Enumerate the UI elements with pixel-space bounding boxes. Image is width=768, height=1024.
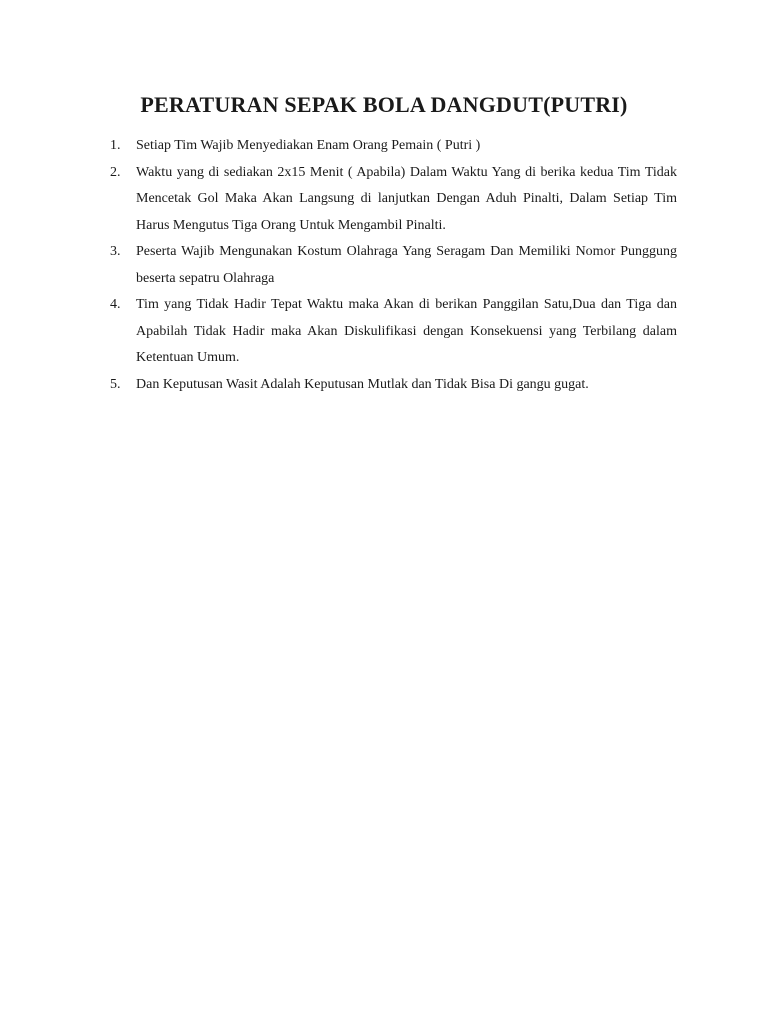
rule-text: Dan Keputusan Wasit Adalah Keputusan Mutlak dan Tidak Bisa Di gangu gugat. — [136, 376, 589, 392]
rule-number: 2. — [110, 164, 121, 180]
rule-number: 5. — [110, 376, 121, 392]
rule-item — [110, 160, 677, 240]
rule-item — [110, 292, 677, 372]
rule-text: Tim yang Tidak Hadir Tepat Waktu maka Akan di berikan Panggilan Satu,Dua dan Tiga dan Apabilah Tidak Hadir maka Akan Diskulifikasi dengan Konsekuensi yang Terbilang dalam Ketentuan Umum. — [136, 297, 677, 365]
document-title: PERATURAN SEPAK BOLA DANGDUT(PUTRI) — [140, 92, 628, 117]
rule-number: 4. — [110, 297, 121, 312]
rule-text: Setiap Tim Wajib Menyediakan Enam Orang Pemain ( Putri ) — [136, 138, 481, 153]
rule-number: 1. — [110, 138, 121, 153]
rule-text: Waktu yang di sediakan 2x15 Menit ( Apabila) Dalam Waktu Yang di berika kedua Tim Tidak Mencetak Gol Maka Akan Langsung di lanjutkan Dengan Aduh Pinalti, Dalam Setiap Tim Harus Mengutus Tiga Orang Untuk Mengambil Pinalti. — [136, 164, 677, 233]
rule-text: Peserta Wajib Mengunakan Kostum Olahraga Yang Seragam Dan Memiliki Nomor Punggung beserta sepatru Olahraga — [136, 244, 677, 286]
rule-item — [110, 372, 677, 399]
rules-list — [110, 133, 677, 398]
rule-number: 3. — [110, 244, 121, 259]
rule-item — [110, 239, 677, 292]
rule-item — [110, 133, 677, 160]
